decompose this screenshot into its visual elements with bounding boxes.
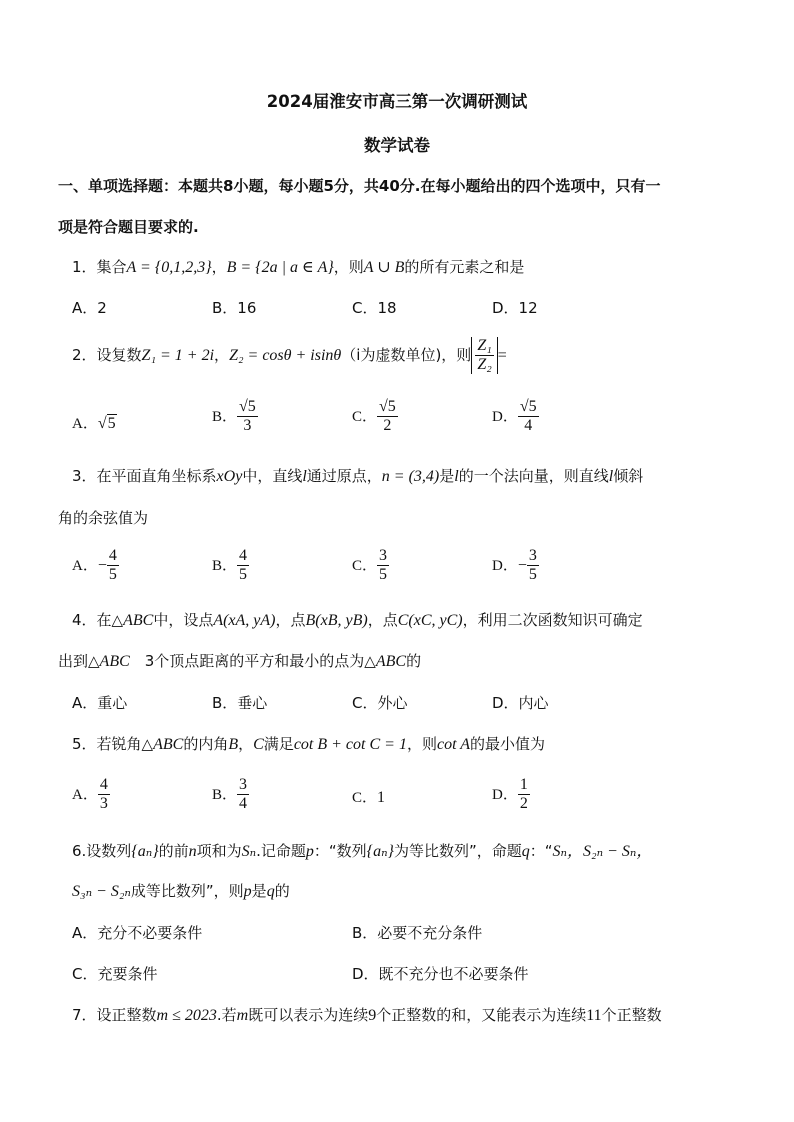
q6-text-7: ：“ xyxy=(529,842,553,860)
q6-sn: Sₙ xyxy=(241,843,257,860)
q6-text-1: 6.设数列 xyxy=(72,842,132,860)
q6-option-a: A．充分不必要条件 xyxy=(72,924,203,942)
question-4-cont xyxy=(58,650,421,671)
q6-option-c: C．充要条件 xyxy=(72,965,158,983)
q3-opt-d-sign: − xyxy=(517,557,527,574)
q5-text-3: ， xyxy=(238,735,254,753)
q4-point-a: A(xA, yA) xyxy=(213,612,276,629)
question-3 xyxy=(72,465,643,486)
q7-m: m xyxy=(236,1007,249,1024)
q5-text-5: ，则 xyxy=(406,735,437,753)
q3-opt-d-num: 3 xyxy=(528,547,537,564)
q4-point-c: C(xC, yC) xyxy=(397,612,463,629)
question-1 xyxy=(72,256,524,277)
q5-cota: cot A xyxy=(436,736,470,753)
q5-option-d xyxy=(492,776,530,813)
q7-text-3: 既可以表示为连续 xyxy=(248,1006,369,1024)
q3-l-3: l xyxy=(608,468,614,485)
q3-opt-b-label: B． xyxy=(212,558,238,574)
q5-opt-a-num: 4 xyxy=(99,776,108,793)
q5-opt-b-den: 4 xyxy=(239,795,248,812)
q5-text-2: 的内角 xyxy=(183,735,229,753)
q6-seq-1: Sₙ，S₂ₙ − Sₙ， xyxy=(552,843,653,860)
q6-q-2: q xyxy=(266,883,275,900)
q3-opt-a-label: A． xyxy=(72,558,98,574)
q3-text-1: 3．在平面直角坐标系 xyxy=(72,467,217,485)
q7-text-2: .若 xyxy=(216,1006,237,1024)
question-6 xyxy=(72,838,652,861)
q3-option-a xyxy=(72,547,119,584)
q4-text-3: ，点 xyxy=(275,611,306,629)
q4-option-a: A．重心 xyxy=(72,694,128,712)
q4-text-7: 3个顶点距离的平方和最小的点为△ xyxy=(129,652,376,670)
q4-abc-3: ABC xyxy=(375,653,407,670)
q5-opt-b-label: B． xyxy=(212,787,238,803)
q3-l-2: l xyxy=(454,468,459,485)
q6-an-1: {aₙ} xyxy=(131,843,159,860)
q2-opt-a-sqrt: √5 xyxy=(97,415,116,432)
q5-text-6: 的最小值为 xyxy=(470,735,546,753)
q5-option-a xyxy=(72,776,110,813)
q3-opt-d-label: D． xyxy=(492,558,518,574)
q4-abc-1: ABC xyxy=(123,612,154,629)
q6-text-9: 是 xyxy=(251,882,267,900)
q6-text-3: 项和为 xyxy=(196,842,242,860)
q4-text-4: ，点 xyxy=(367,611,398,629)
q2-abs-num: Z₁ xyxy=(477,337,492,354)
q2-option-d xyxy=(492,398,539,435)
q3-text-2: 中，直线 xyxy=(242,467,303,485)
question-6-cont xyxy=(72,880,290,901)
exam-title: 2024届淮安市高三第一次调研测试 xyxy=(266,92,528,111)
q2-opt-b-num: √5 xyxy=(239,398,256,415)
q1-prefix: 1．集合 xyxy=(72,258,127,276)
q7-text-4: 个正整数的和，又能表示为连续 xyxy=(376,1006,587,1024)
q4-abc-2: ABC xyxy=(99,653,130,670)
q5-b: B xyxy=(228,736,239,753)
q2-opt-c-num: √5 xyxy=(379,398,396,415)
q5-opt-d-label: D． xyxy=(492,787,518,803)
q3-option-d xyxy=(492,547,539,584)
q1-set-b: B = {2a | a ∈ A} xyxy=(226,259,334,276)
q3-opt-a-den: 5 xyxy=(108,566,117,583)
q6-text-6: 为等比数列”，命题 xyxy=(393,842,522,860)
q2-paren: （i为虚数单位)，则 xyxy=(341,346,472,364)
q5-opt-c-value: 1 xyxy=(377,789,386,806)
q6-option-d: D．既不充分也不必要条件 xyxy=(352,965,529,983)
q2-abs xyxy=(471,337,497,374)
q6-p: p xyxy=(305,843,314,860)
q7-nine: 9 xyxy=(368,1007,377,1024)
q7-eleven: 11 xyxy=(586,1007,602,1024)
q2-prefix: 2．设复数 xyxy=(72,346,142,364)
q6-seq-2: S₃ₙ − S₂ₙ xyxy=(72,883,131,900)
q6-text-2: 的前 xyxy=(158,842,189,860)
q1-option-d: D．12 xyxy=(492,299,538,317)
q5-opt-c-label: C． xyxy=(352,790,378,806)
q3-opt-c-label: C． xyxy=(352,558,378,574)
exam-subtitle: 数学试卷 xyxy=(364,136,430,155)
q2-opt-b-label: B． xyxy=(212,409,238,425)
q6-p-2: p xyxy=(243,883,252,900)
q3-xoy: xOy xyxy=(216,468,243,485)
q3-l-1: l xyxy=(302,468,307,485)
q6-an-2: {aₙ} xyxy=(366,843,394,860)
q2-opt-c-den: 2 xyxy=(383,417,392,434)
q3-opt-b-den: 5 xyxy=(239,566,248,583)
q6-text-8: 成等比数列”，则 xyxy=(130,882,244,900)
q6-text-10: 的 xyxy=(274,882,290,900)
q6-text-5: ：“数列 xyxy=(313,842,367,860)
q4-option-d: D．内心 xyxy=(492,694,549,712)
q5-opt-d-den: 2 xyxy=(519,795,528,812)
q1-option-a: A．2 xyxy=(72,299,107,317)
q6-text-4: .记命题 xyxy=(256,842,306,860)
question-7 xyxy=(72,1004,662,1025)
q2-opt-a-label: A． xyxy=(72,416,98,432)
q3-option-c xyxy=(352,547,389,584)
q3-opt-d-den: 5 xyxy=(528,566,537,583)
q5-opt-d-num: 1 xyxy=(519,776,528,793)
q3-text-5: 的一个法向量，则直线 xyxy=(458,467,609,485)
q2-option-c xyxy=(352,398,398,435)
q5-option-c xyxy=(352,786,385,807)
q5-text-1: 5．若锐角△ xyxy=(72,735,154,753)
q2-z1: Z₁ = 1 + 2i xyxy=(141,347,215,364)
q1-option-b: B．16 xyxy=(212,299,257,317)
q5-option-b xyxy=(212,776,249,813)
q2-abs-den: Z₂ xyxy=(477,356,492,373)
q6-q: q xyxy=(521,843,530,860)
q2-z2: Z₂ = cosθ + isinθ xyxy=(229,347,342,364)
q5-c: C xyxy=(253,736,264,753)
question-5 xyxy=(72,733,545,754)
q1-set-a: A = {0,1,2,3} xyxy=(126,259,212,276)
q5-opt-a-den: 3 xyxy=(99,795,108,812)
q2-opt-d-den: 4 xyxy=(524,417,533,434)
question-3-cont: 角的余弦值为 xyxy=(58,509,149,527)
q4-option-c: C．外心 xyxy=(352,694,408,712)
q3-opt-c-num: 3 xyxy=(379,547,388,564)
q5-text-4: 满足 xyxy=(263,735,294,753)
q2-option-b xyxy=(212,398,258,435)
q2-opt-b-den: 3 xyxy=(243,417,252,434)
q2-opt-d-label: D． xyxy=(492,409,518,425)
question-4 xyxy=(72,609,643,630)
q1-union: A ∪ B xyxy=(363,259,405,276)
q7-text-5: 个正整数 xyxy=(601,1006,662,1024)
q3-text-4: 是 xyxy=(439,467,455,485)
q4-option-b: B．垂心 xyxy=(212,694,268,712)
section1-heading-cont: 项是符合题目要求的. xyxy=(58,218,199,236)
q2-option-a xyxy=(72,412,117,433)
q5-opt-b-num: 3 xyxy=(239,776,248,793)
q7-condition: m ≤ 2023 xyxy=(156,1007,217,1024)
q4-text-1: 4．在△ xyxy=(72,611,124,629)
q3-opt-b-num: 4 xyxy=(239,547,248,564)
q2-opt-c-label: C． xyxy=(352,409,378,425)
q3-opt-c-den: 5 xyxy=(379,566,388,583)
q4-text-8: 的 xyxy=(406,652,422,670)
q4-text-5: ，利用二次函数知识可确定 xyxy=(462,611,643,629)
q1-option-c: C．18 xyxy=(352,299,397,317)
q3-option-b xyxy=(212,547,249,584)
q1-suffix: 的所有元素之和是 xyxy=(404,258,525,276)
q5-abc: ABC xyxy=(153,736,184,753)
q1-sep: ， xyxy=(211,258,227,276)
q3-opt-a-sign: − xyxy=(97,557,107,574)
q3-normal-vector: n = (3,4) xyxy=(381,468,440,485)
q2-eq: = xyxy=(497,347,507,364)
q1-mid: ，则 xyxy=(333,258,364,276)
q7-text-1: 7．设正整数 xyxy=(72,1006,157,1024)
q6-option-b: B．必要不充分条件 xyxy=(352,924,483,942)
q6-n: n xyxy=(188,843,197,860)
q3-text-6: 倾斜 xyxy=(613,467,644,485)
q3-text-3: 通过原点， xyxy=(306,467,382,485)
q5-condition: cot B + cot C = 1 xyxy=(293,736,407,753)
q2-sep: ， xyxy=(214,346,230,364)
question-2 xyxy=(72,337,507,374)
q5-opt-a-label: A． xyxy=(72,787,98,803)
q3-opt-a-num: 4 xyxy=(108,547,117,564)
q2-opt-d-num: √5 xyxy=(519,398,537,415)
q4-text-6: 出到△ xyxy=(58,652,100,670)
q4-point-b: B(xB, yB) xyxy=(305,612,368,629)
section1-heading: 一、单项选择题：本题共8小题，每小题5分，共40分.在每小题给出的四个选项中，只有一 xyxy=(58,177,661,195)
q4-text-2: 中，设点 xyxy=(153,611,214,629)
